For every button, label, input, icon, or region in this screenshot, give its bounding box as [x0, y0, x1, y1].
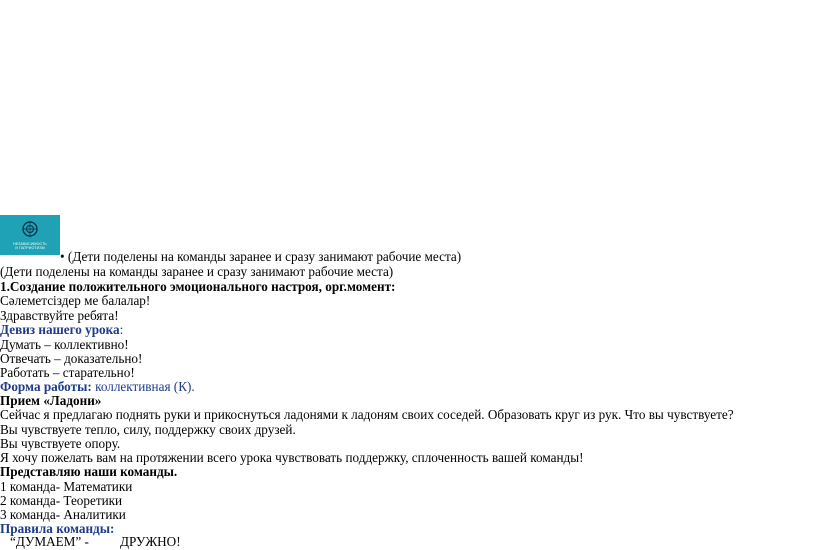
team-3: 3 команда- Аналитики — [0, 507, 126, 522]
bullet-glyph: • — [60, 249, 65, 264]
rule-1-right: ДРУЖНО! — [120, 534, 181, 549]
motto-line-2: Отвечать – доказательно! — [0, 351, 143, 366]
logo-text — [2, 242, 58, 250]
logo-line-1: НЕЗАВИСИМОСТЬ — [13, 242, 47, 246]
emblem-icon — [21, 219, 39, 239]
motto-line-1: Думать – коллективно! — [0, 337, 129, 352]
feel-line-1: Вы чувствуете тепло, силу, поддержку своих друзей. — [0, 422, 296, 437]
section-heading: 1.Создание положительного эмоционального настроя, орг.момент: — [0, 279, 396, 294]
intro-text: (Дети поделены на команды заранее и сразу занимают рабочие места) — [0, 264, 394, 279]
wish-line: Я хочу пожелать вам на протяжении всего урока чувствовать поддержку, сплоченность вашей команды! — [0, 450, 584, 465]
teams-heading: Представляю наши команды. — [0, 464, 178, 479]
technique-text: Сейчас я предлагаю поднять руки и прикоснуться ладонями к ладоням своих соседей. Образовать круг из рук. Что вы чувствуете? — [0, 407, 734, 422]
technique-heading: Прием «Ладони» — [0, 393, 102, 408]
rule-1-left: “ДУМАЕМ” - — [10, 534, 89, 549]
team-1: 1 команда- Математики — [0, 479, 133, 494]
rules-heading: Правила команды: — [0, 521, 115, 536]
intro-bullet-line — [60, 250, 461, 265]
logo — [0, 215, 60, 255]
motto-heading — [0, 323, 123, 338]
feel-line-2: Вы чувствуете опору. — [0, 436, 121, 451]
greeting-kz: Сәлеметсіздер ме балалар! — [0, 293, 151, 308]
greeting-ru: Здравствуйте ребята! — [0, 308, 119, 323]
motto-label: Девиз нашего урока — [0, 322, 120, 337]
logo-line-2: И ПАТРИОТИЗМ — [15, 246, 45, 251]
work-form-label: Форма работы: — [0, 379, 92, 394]
motto-colon: : — [119, 322, 124, 337]
work-form-value: коллективная (К). — [91, 379, 195, 394]
motto-line-3: Работать – старательно! — [0, 365, 135, 380]
intro-bullet-text: (Дети поделены на команды заранее и сразу занимают рабочие места) — [67, 249, 462, 264]
team-2: 2 команда- Теоретики — [0, 493, 123, 508]
